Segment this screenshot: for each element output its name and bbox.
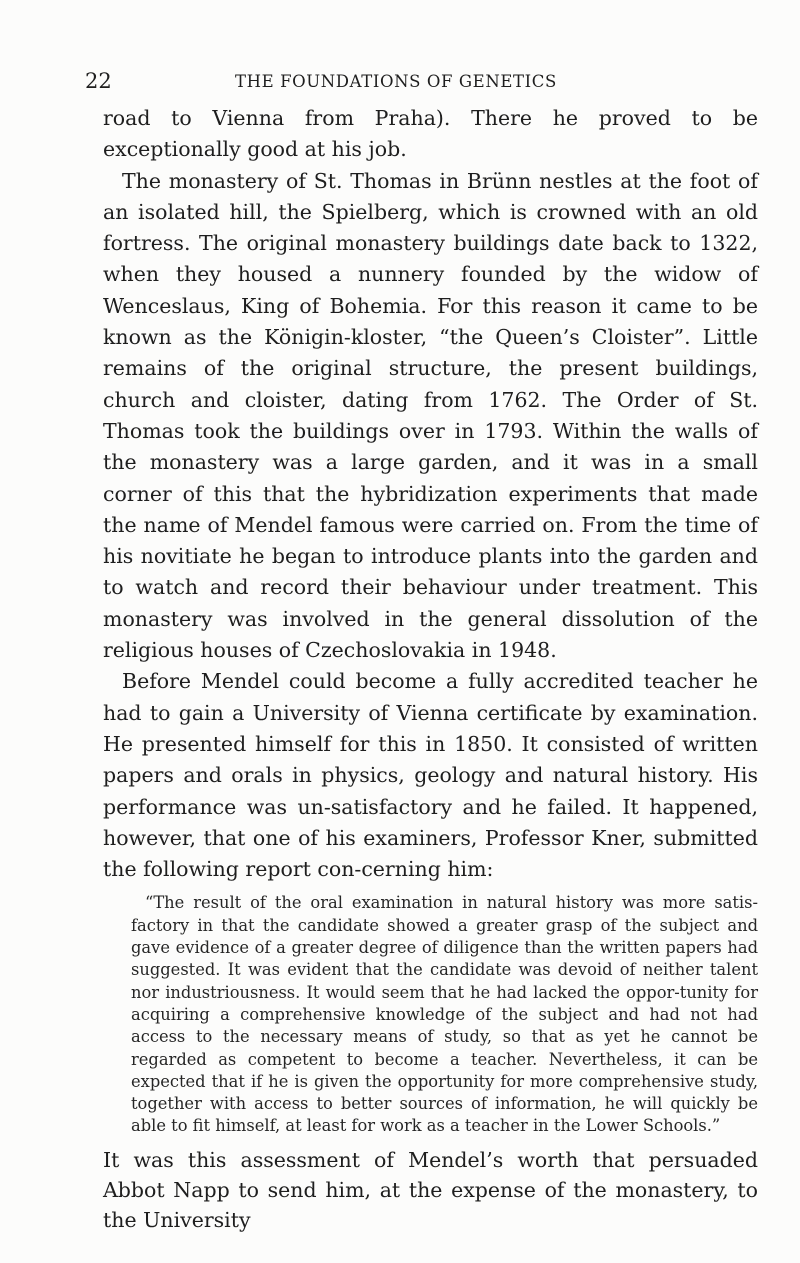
paragraph-continuation: road to Vienna from Praha). There he proved to be exceptionally good at his job. [103,106,758,162]
page-number: 22 [85,69,112,93]
paragraph-closing: It was this assessment of Mendel’s worth that persuaded Abbot Napp to send him, at the expense of the monastery, to the University [103,1147,758,1232]
body-text [103,103,758,1235]
paragraph-monastery: The monastery of St. Thomas in Brünn nestles at the foot of an isolated hill, the Spielberg, which is crowned with an old fortress. The original monastery buildings date back to 1322, when they housed a nunnery founded by the widow of Wenceslaus, King of Bohemia. For this reason it came to be known as the Königin-kloster, “the Queen’s Cloister”. Little remains of the original structure, the present buildings, church and cloister, dating from 1762. The Order of St. Thomas took the buildings over in 1793. Within the walls of the monastery was a large garden, and it was in a small corner of this that the hybridization experiments that made the name of Mendel famous were carried on. From the time of his novitiate he began to introduce plants into the garden and to watch and record their behaviour under treatment. This monastery was involved in the general dissolution of the religious houses of Czechoslovakia in 1948. [103,168,758,663]
block-quote-kner-report: “The result of the oral examination in natural history was more satis-factory in that the candidate showed a greater grasp of the subject and gave evidence of a greater degree of diligence than the written papers had suggested. It was evident that the candidate was devoid of neither talent nor industriousness. It would seem that he had lacked the oppor-tunity for acquiring a comprehensive knowledge of the subject and had not had access to the necessary means of study, so that as yet he cannot be regarded as competent to become a teacher. Nevertheless, it can be expected that if he is given the opportunity for more comprehensive study, together with access to better sources of information, he will quickly be able to fit himself, at least for work as a teacher in the Lower Schools.” [131,893,758,1136]
paragraph-examination: Before Mendel could become a fully accredited teacher he had to gain a University of Vienna certificate by examination. He presented himself for this in 1850. It consisted of written papers and orals in physics, geology and natural history. His performance was un-satisfactory and he failed. It happened, however, that one of his examiners, Professor Kner, submitted the following report con-cerning him: [103,669,758,882]
running-head [85,66,760,96]
running-title: THE FOUNDATIONS OF GENETICS [235,72,557,91]
